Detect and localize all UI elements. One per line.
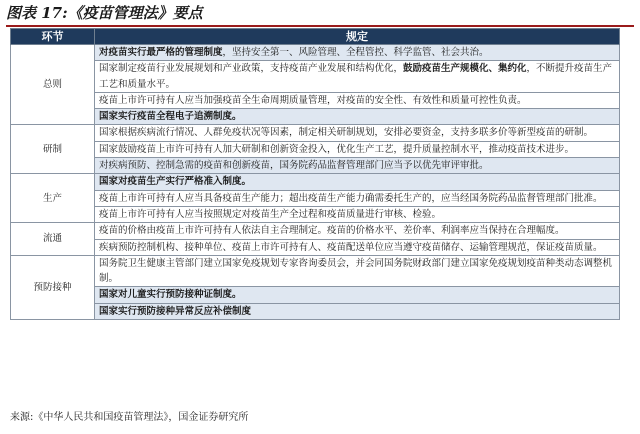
table-row	[11, 223, 620, 239]
rule-text: 疫苗上市许可持有人应当加强疫苗全生命周期质量管理，对疫苗的安全性、有效性和质量可控性负责。	[99, 94, 527, 106]
rule-cell	[95, 223, 620, 239]
rule-cell	[95, 287, 620, 303]
rule-cell	[95, 109, 620, 125]
rule-text: ，不断提升疫苗生产工艺和质量水平。	[99, 63, 613, 90]
source-note: 来源:《中华人民共和国疫苗管理法》，国金证券研究所	[10, 412, 249, 423]
section-label: 总则	[11, 45, 95, 125]
table-row	[11, 303, 620, 319]
rule-text-bold: 国家实行预防接种异常反应补偿制度	[99, 305, 252, 317]
rule-cell	[95, 141, 620, 157]
table-row	[11, 141, 620, 157]
table-row	[11, 255, 620, 287]
header-rule: 规定	[95, 29, 620, 45]
section-label: 流通	[11, 223, 95, 256]
header-section: 环节	[11, 29, 95, 45]
section-label: 预防接种	[11, 255, 95, 319]
rule-text: 国家根据疾病流行情况、人群免疫状况等因素，制定相关研制规划，安排必要资金，支持多联多价等新型疫苗的研制。	[99, 127, 594, 139]
rule-text: 国务院卫生健康主管部门建立国家免疫规划专家咨询委员会，并会同国务院财政部门建立国家免疫规划疫苗种类动态调整机制。	[99, 257, 613, 285]
rule-cell	[95, 206, 620, 222]
table-row	[11, 158, 620, 174]
table-row	[11, 45, 620, 61]
section-label: 生产	[11, 174, 95, 223]
table-row	[11, 206, 620, 222]
rule-text: 疫苗的价格由疫苗上市许可持有人依法自主合理制定。疫苗的价格水平、差价率、利润率应当保持在合理幅度。	[99, 225, 565, 237]
rule-text: 疾病预防控制机构、接种单位、疫苗上市许可持有人、疫苗配送单位应当遵守疫苗储存、运输管理规范，保证疫苗质量。	[99, 241, 603, 253]
rule-text-bold: 国家对儿童实行预防接种证制度。	[99, 289, 242, 301]
rule-text-bold: 对疫苗实行最严格的管理制度	[99, 47, 223, 58]
rule-cell	[95, 61, 620, 93]
rule-cell	[95, 255, 620, 287]
rule-text-bold: 国家对疫苗生产实行严格准入制度。	[99, 176, 252, 188]
rule-cell	[95, 125, 620, 141]
table-row	[11, 239, 620, 255]
rule-cell	[95, 303, 620, 319]
section-label: 研制	[11, 125, 95, 174]
table-row	[11, 61, 620, 93]
rule-cell	[95, 174, 620, 190]
table-row	[11, 125, 620, 141]
rule-cell	[95, 92, 620, 108]
rule-text-bold: 国家实行疫苗全程电子追溯制度。	[99, 111, 242, 123]
rule-cell	[95, 45, 620, 61]
title-divider	[6, 25, 634, 27]
table-header-row	[11, 29, 620, 45]
table-row	[11, 287, 620, 303]
rule-cell	[95, 158, 620, 174]
table-row	[11, 109, 620, 125]
table-body	[11, 45, 620, 320]
rule-cell	[95, 239, 620, 255]
rule-text: 国家鼓励疫苗上市许可持有人加大研制和创新资金投入，优化生产工艺，提升质量控制水平，推动疫苗技术进步。	[99, 143, 575, 155]
rule-text: 疫苗上市许可持有人应当按照规定对疫苗生产全过程和疫苗质量进行审核、检验。	[99, 208, 442, 220]
rule-text: ，坚持安全第一、风险管理、全程管控、科学监管、社会共治。	[222, 47, 489, 58]
table-row	[11, 174, 620, 190]
table-row	[11, 190, 620, 206]
figure-title: 图表 17:《疫苗管理法》要点	[6, 4, 203, 22]
table-row	[11, 92, 620, 108]
rule-text-bold: 鼓励疫苗生产规模化、集约化	[403, 63, 527, 75]
rule-text: 国家制定疫苗行业发展规划和产业政策，支持疫苗产业发展和结构优化，	[99, 63, 404, 75]
rule-cell	[95, 190, 620, 206]
regulation-table	[10, 28, 620, 320]
rule-text: 对疾病预防、控制急需的疫苗和创新疫苗，国务院药品监督管理部门应当予以优先审评审批。	[99, 160, 489, 172]
rule-text: 疫苗上市许可持有人应当具备疫苗生产能力；超出疫苗生产能力确需委托生产的，应当经国务院药品监督管理部门批准。	[99, 192, 603, 204]
